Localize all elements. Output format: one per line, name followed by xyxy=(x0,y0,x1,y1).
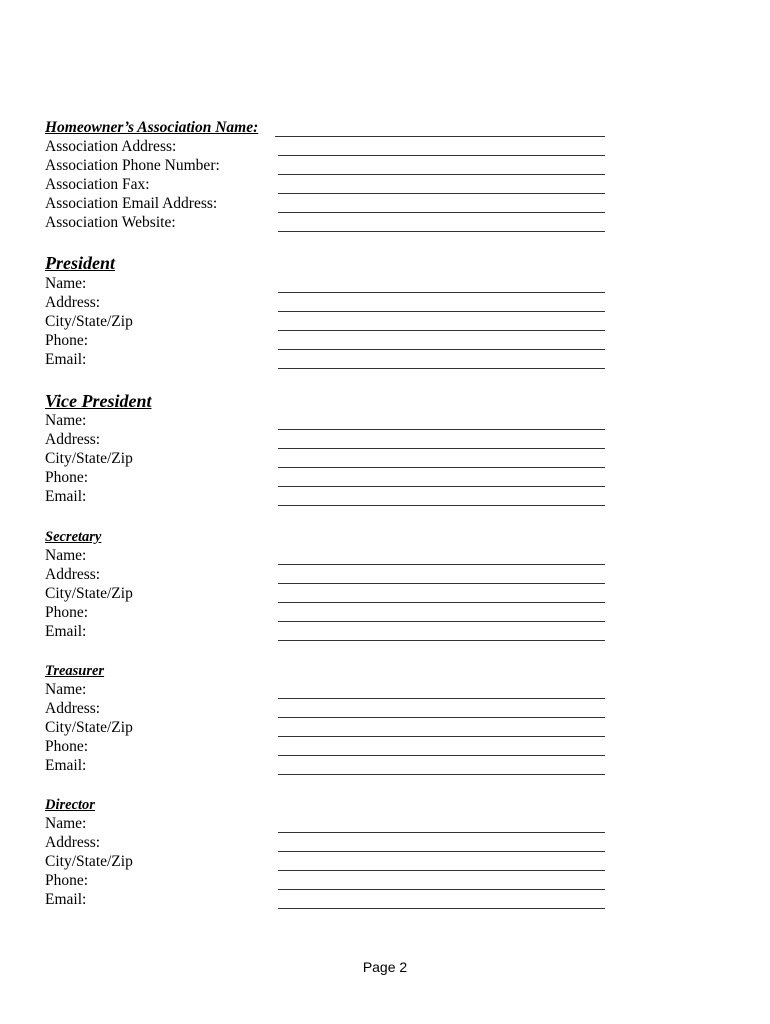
vice-president-address-row xyxy=(45,429,605,449)
director-name-row xyxy=(45,813,605,833)
treasurer-address-label: Address: xyxy=(45,700,101,717)
treasurer-email-label: Email: xyxy=(45,757,87,774)
president-email-row xyxy=(45,349,605,369)
director-address-row xyxy=(45,832,605,852)
section-title-director: Director xyxy=(45,797,95,813)
secretary-name-row xyxy=(45,545,605,565)
treasurer-address-row xyxy=(45,698,605,718)
secretary-email-field[interactable] xyxy=(278,640,605,641)
association-fax-row xyxy=(45,174,605,194)
association-email-label: Association Email Address: xyxy=(45,195,218,212)
secretary-city-label: City/State/Zip xyxy=(45,585,133,602)
association-address-label: Association Address: xyxy=(45,138,177,155)
association-email-row xyxy=(45,193,605,213)
vice-president-city-label: City/State/Zip xyxy=(45,450,133,467)
president-address-label: Address: xyxy=(45,294,101,311)
vice-president-name-label: Name: xyxy=(45,412,87,429)
director-city-row xyxy=(45,851,605,871)
president-email-label: Email: xyxy=(45,351,87,368)
vice-president-phone-row xyxy=(45,467,605,487)
secretary-phone-row xyxy=(45,602,605,622)
president-city-label: City/State/Zip xyxy=(45,313,133,330)
treasurer-name-label: Name: xyxy=(45,681,87,698)
vice-president-email-label: Email: xyxy=(45,488,87,505)
president-email-field[interactable] xyxy=(278,368,605,369)
treasurer-phone-label: Phone: xyxy=(45,738,89,755)
director-email-field[interactable] xyxy=(278,908,605,909)
association-name-label: Homeowner’s Association Name: xyxy=(45,119,259,136)
association-phone-label: Association Phone Number: xyxy=(45,157,220,174)
treasurer-city-row xyxy=(45,717,605,737)
secretary-phone-label: Phone: xyxy=(45,604,89,621)
section-title-president: President xyxy=(45,253,115,273)
vice-president-address-label: Address: xyxy=(45,431,101,448)
vice-president-phone-label: Phone: xyxy=(45,469,89,486)
treasurer-city-label: City/State/Zip xyxy=(45,719,133,736)
section-title-treasurer: Treasurer xyxy=(45,663,105,679)
secretary-email-row xyxy=(45,621,605,641)
vice-president-name-row xyxy=(45,410,605,430)
secretary-address-label: Address: xyxy=(45,566,101,583)
director-phone-row xyxy=(45,870,605,890)
secretary-name-label: Name: xyxy=(45,547,87,564)
president-phone-label: Phone: xyxy=(45,332,89,349)
treasurer-name-row xyxy=(45,679,605,699)
president-city-row xyxy=(45,311,605,331)
treasurer-email-field[interactable] xyxy=(278,774,605,775)
section-title-secretary: Secretary xyxy=(45,529,102,545)
director-email-row xyxy=(45,889,605,909)
director-name-label: Name: xyxy=(45,815,87,832)
section-title-vice-president: Vice President xyxy=(45,391,152,411)
treasurer-email-row xyxy=(45,755,605,775)
vice-president-city-row xyxy=(45,448,605,468)
president-phone-row xyxy=(45,330,605,350)
secretary-city-row xyxy=(45,583,605,603)
association-website-label: Association Website: xyxy=(45,214,176,231)
director-phone-label: Phone: xyxy=(45,872,89,889)
vice-president-email-row xyxy=(45,486,605,506)
vice-president-email-field[interactable] xyxy=(278,505,605,506)
president-name-label: Name: xyxy=(45,275,87,292)
association-name-row xyxy=(45,117,605,137)
director-address-label: Address: xyxy=(45,834,101,851)
director-city-label: City/State/Zip xyxy=(45,853,133,870)
association-fax-label: Association Fax: xyxy=(45,176,150,193)
secretary-email-label: Email: xyxy=(45,623,87,640)
secretary-address-row xyxy=(45,564,605,584)
president-name-row xyxy=(45,273,605,293)
association-address-row xyxy=(45,136,605,156)
association-website-row xyxy=(45,212,605,232)
president-address-row xyxy=(45,292,605,312)
treasurer-phone-row xyxy=(45,736,605,756)
director-email-label: Email: xyxy=(45,891,87,908)
page-number: Page 2 xyxy=(362,959,408,975)
association-phone-row xyxy=(45,155,605,175)
association-website-field[interactable] xyxy=(278,231,605,232)
